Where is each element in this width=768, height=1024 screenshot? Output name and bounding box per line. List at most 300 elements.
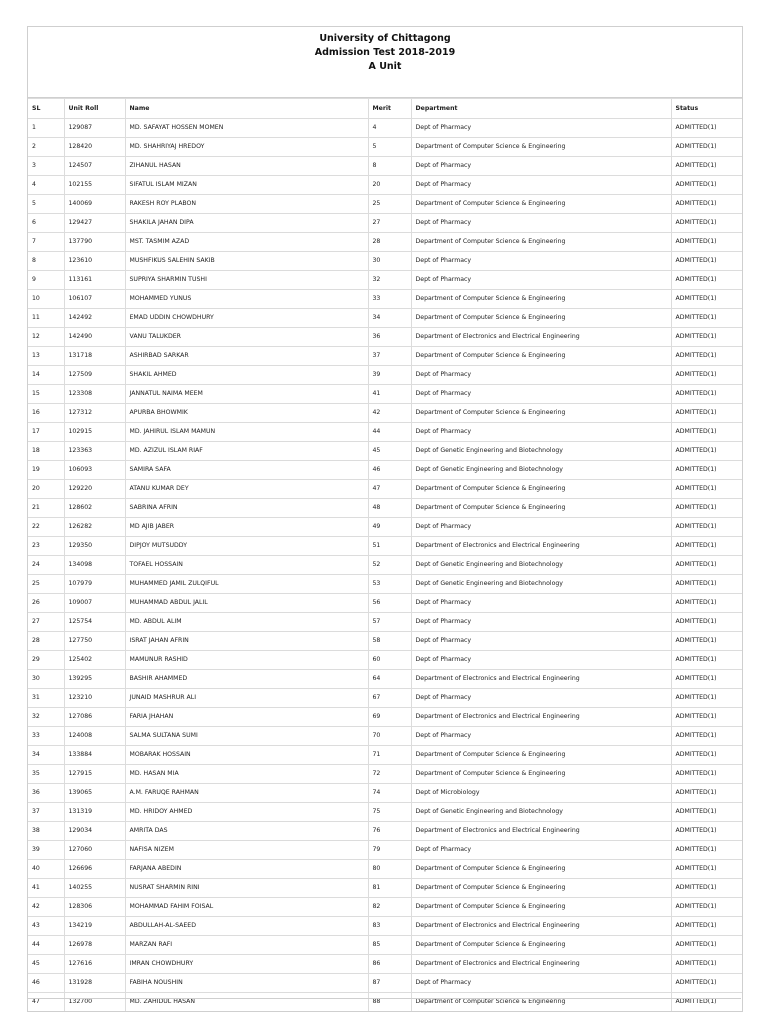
table-row: [28, 955, 742, 974]
cell-unit-roll: 131718: [64, 347, 125, 366]
cell-status: ADMITTED(1): [671, 138, 742, 157]
cell-unit-roll: 123363: [64, 442, 125, 461]
cell-department: Department of Computer Science & Engineering: [411, 765, 671, 784]
cell-name: EMAD UDDIN CHOWDHURY: [125, 309, 368, 328]
cell-status: ADMITTED(1): [671, 860, 742, 879]
cell-department: Department of Electronics and Electrical Engineering: [411, 917, 671, 936]
table-row: [28, 233, 742, 252]
table-row: [28, 195, 742, 214]
table-header-row: [28, 99, 742, 119]
table-row: [28, 252, 742, 271]
cell-merit: 52: [368, 556, 411, 575]
cell-status: ADMITTED(1): [671, 841, 742, 860]
cell-status: ADMITTED(1): [671, 879, 742, 898]
cell-name: MD. AZIZUL ISLAM RIAF: [125, 442, 368, 461]
cell-merit: 34: [368, 309, 411, 328]
table-row: [28, 898, 742, 917]
cell-unit-roll: 123210: [64, 689, 125, 708]
cell-name: ZIHANUL HASAN: [125, 157, 368, 176]
cell-department: Department of Computer Science & Engineering: [411, 993, 671, 1012]
cell-merit: 51: [368, 537, 411, 556]
cell-unit-roll: 142490: [64, 328, 125, 347]
cell-department: Dept of Pharmacy: [411, 176, 671, 195]
cell-unit-roll: 128306: [64, 898, 125, 917]
cell-name: SABRINA AFRIN: [125, 499, 368, 518]
cell-department: Department of Computer Science & Engineering: [411, 480, 671, 499]
cell-status: ADMITTED(1): [671, 499, 742, 518]
cell-sl: 11: [28, 309, 64, 328]
cell-name: ISRAT JAHAN AFRIN: [125, 632, 368, 651]
col-header-unit-roll: Unit Roll: [64, 99, 125, 119]
cell-unit-roll: 139295: [64, 670, 125, 689]
cell-status: ADMITTED(1): [671, 822, 742, 841]
cell-unit-roll: 133884: [64, 746, 125, 765]
table-row: [28, 784, 742, 803]
table-row: [28, 841, 742, 860]
cell-unit-roll: 127086: [64, 708, 125, 727]
cell-department: Dept of Microbiology: [411, 784, 671, 803]
cell-department: Dept of Genetic Engineering and Biotechnology: [411, 556, 671, 575]
cell-sl: 39: [28, 841, 64, 860]
cell-merit: 8: [368, 157, 411, 176]
cell-department: Dept of Genetic Engineering and Biotechnology: [411, 442, 671, 461]
cell-status: ADMITTED(1): [671, 480, 742, 499]
cell-unit-roll: 128602: [64, 499, 125, 518]
cell-name: FARJANA ABEDIN: [125, 860, 368, 879]
cell-merit: 53: [368, 575, 411, 594]
table-row: [28, 727, 742, 746]
cell-merit: 33: [368, 290, 411, 309]
cell-status: ADMITTED(1): [671, 423, 742, 442]
results-table: [28, 98, 742, 1011]
cell-sl: 21: [28, 499, 64, 518]
cell-status: ADMITTED(1): [671, 252, 742, 271]
cell-status: ADMITTED(1): [671, 632, 742, 651]
cell-unit-roll: 124507: [64, 157, 125, 176]
col-header-name: Name: [125, 99, 368, 119]
cell-status: ADMITTED(1): [671, 461, 742, 480]
cell-unit-roll: 107979: [64, 575, 125, 594]
cell-status: ADMITTED(1): [671, 803, 742, 822]
cell-department: Dept of Pharmacy: [411, 271, 671, 290]
cell-unit-roll: 129350: [64, 537, 125, 556]
cell-merit: 45: [368, 442, 411, 461]
cell-sl: 13: [28, 347, 64, 366]
cell-department: Dept of Pharmacy: [411, 594, 671, 613]
cell-unit-roll: 106107: [64, 290, 125, 309]
cell-department: Department of Computer Science & Engineering: [411, 195, 671, 214]
cell-department: Dept of Pharmacy: [411, 252, 671, 271]
cell-department: Dept of Pharmacy: [411, 632, 671, 651]
cell-name: MARZAN RAFI: [125, 936, 368, 955]
table-row: [28, 347, 742, 366]
cell-name: MOHAMMAD FAHIM FOISAL: [125, 898, 368, 917]
table-row: [28, 366, 742, 385]
cell-status: ADMITTED(1): [671, 689, 742, 708]
cell-department: Dept of Pharmacy: [411, 974, 671, 993]
cell-status: ADMITTED(1): [671, 271, 742, 290]
cell-status: ADMITTED(1): [671, 157, 742, 176]
table-row: [28, 518, 742, 537]
table-body: [28, 119, 742, 1012]
cell-unit-roll: 125402: [64, 651, 125, 670]
university-title: University of Chittagong: [319, 33, 451, 44]
cell-name: MST. TASMIM AZAD: [125, 233, 368, 252]
cell-department: Department of Computer Science & Engineering: [411, 290, 671, 309]
cell-status: ADMITTED(1): [671, 898, 742, 917]
cell-name: MD. ZAHIDUL HASAN: [125, 993, 368, 1012]
cell-unit-roll: 127060: [64, 841, 125, 860]
cell-name: SALMA SULTANA SUMI: [125, 727, 368, 746]
cell-sl: 17: [28, 423, 64, 442]
cell-sl: 24: [28, 556, 64, 575]
admission-result-sheet: [27, 26, 743, 1012]
cell-status: ADMITTED(1): [671, 727, 742, 746]
cell-sl: 1: [28, 119, 64, 138]
cell-merit: 58: [368, 632, 411, 651]
cell-merit: 4: [368, 119, 411, 138]
cell-sl: 16: [28, 404, 64, 423]
col-header-status: Status: [671, 99, 742, 119]
table-row: [28, 138, 742, 157]
cell-sl: 3: [28, 157, 64, 176]
cell-sl: 5: [28, 195, 64, 214]
cell-unit-roll: 109007: [64, 594, 125, 613]
table-row: [28, 860, 742, 879]
cell-name: SIFATUL ISLAM MIZAN: [125, 176, 368, 195]
table-row: [28, 670, 742, 689]
cell-sl: 27: [28, 613, 64, 632]
cell-department: Department of Computer Science & Engineering: [411, 404, 671, 423]
cell-status: ADMITTED(1): [671, 670, 742, 689]
cell-sl: 29: [28, 651, 64, 670]
cell-status: ADMITTED(1): [671, 613, 742, 632]
cell-unit-roll: 127750: [64, 632, 125, 651]
cell-status: ADMITTED(1): [671, 347, 742, 366]
cell-unit-roll: 134098: [64, 556, 125, 575]
cell-merit: 82: [368, 898, 411, 917]
table-row: [28, 499, 742, 518]
cell-unit-roll: 134219: [64, 917, 125, 936]
cell-sl: 44: [28, 936, 64, 955]
cell-merit: 39: [368, 366, 411, 385]
cell-unit-roll: 129427: [64, 214, 125, 233]
cell-sl: 43: [28, 917, 64, 936]
cell-sl: 9: [28, 271, 64, 290]
cell-merit: 37: [368, 347, 411, 366]
cell-status: ADMITTED(1): [671, 708, 742, 727]
cell-merit: 70: [368, 727, 411, 746]
cell-unit-roll: 140255: [64, 879, 125, 898]
cell-department: Dept of Pharmacy: [411, 518, 671, 537]
cell-status: ADMITTED(1): [671, 176, 742, 195]
cell-name: VANU TALUKDER: [125, 328, 368, 347]
table-row: [28, 632, 742, 651]
cell-name: DIPJOY MUTSUDDY: [125, 537, 368, 556]
cell-sl: 41: [28, 879, 64, 898]
cell-name: SAMIRA SAFA: [125, 461, 368, 480]
cell-sl: 19: [28, 461, 64, 480]
cell-merit: 81: [368, 879, 411, 898]
cell-merit: 30: [368, 252, 411, 271]
cell-status: ADMITTED(1): [671, 575, 742, 594]
cell-sl: 34: [28, 746, 64, 765]
table-row: [28, 689, 742, 708]
cell-sl: 35: [28, 765, 64, 784]
cell-department: Dept of Pharmacy: [411, 214, 671, 233]
cell-unit-roll: 126696: [64, 860, 125, 879]
cell-department: Department of Electronics and Electrical Engineering: [411, 670, 671, 689]
cell-status: ADMITTED(1): [671, 442, 742, 461]
table-row: [28, 404, 742, 423]
cell-merit: 60: [368, 651, 411, 670]
cell-unit-roll: 102155: [64, 176, 125, 195]
cell-department: Department of Computer Science & Engineering: [411, 746, 671, 765]
cell-status: ADMITTED(1): [671, 119, 742, 138]
cell-name: IMRAN CHOWDHURY: [125, 955, 368, 974]
cell-sl: 28: [28, 632, 64, 651]
cell-unit-roll: 126978: [64, 936, 125, 955]
cell-department: Dept of Pharmacy: [411, 385, 671, 404]
col-header-department: Department: [411, 99, 671, 119]
cell-department: Dept of Pharmacy: [411, 366, 671, 385]
cell-unit-roll: 125754: [64, 613, 125, 632]
table-row: [28, 708, 742, 727]
cell-unit-roll: 106093: [64, 461, 125, 480]
cell-unit-roll: 129220: [64, 480, 125, 499]
cell-merit: 57: [368, 613, 411, 632]
cell-merit: 28: [368, 233, 411, 252]
cell-merit: 85: [368, 936, 411, 955]
table-row: [28, 917, 742, 936]
cell-sl: 2: [28, 138, 64, 157]
cell-department: Department of Computer Science & Engineering: [411, 499, 671, 518]
cell-sl: 14: [28, 366, 64, 385]
cell-unit-roll: 142492: [64, 309, 125, 328]
cell-status: ADMITTED(1): [671, 556, 742, 575]
table-row: [28, 651, 742, 670]
cell-name: ATANU KUMAR DEY: [125, 480, 368, 499]
cell-department: Dept of Genetic Engineering and Biotechnology: [411, 461, 671, 480]
cell-sl: 42: [28, 898, 64, 917]
cell-name: JANNATUL NAIMA MEEM: [125, 385, 368, 404]
cell-sl: 46: [28, 974, 64, 993]
exam-title: Admission Test 2018-2019: [314, 47, 456, 58]
cell-department: Department of Computer Science & Engineering: [411, 860, 671, 879]
cell-unit-roll: 139065: [64, 784, 125, 803]
cell-unit-roll: 127509: [64, 366, 125, 385]
cell-unit-roll: 127616: [64, 955, 125, 974]
cell-name: RAKESH ROY PLABON: [125, 195, 368, 214]
cell-status: ADMITTED(1): [671, 385, 742, 404]
cell-name: SHAKIL AHMED: [125, 366, 368, 385]
table-row: [28, 290, 742, 309]
cell-status: ADMITTED(1): [671, 936, 742, 955]
cell-sl: 25: [28, 575, 64, 594]
cell-unit-roll: 140069: [64, 195, 125, 214]
cell-merit: 64: [368, 670, 411, 689]
cell-department: Department of Computer Science & Engineering: [411, 309, 671, 328]
table-row: [28, 993, 742, 1012]
table-row: [28, 537, 742, 556]
cell-name: MD. HASAN MIA: [125, 765, 368, 784]
cell-status: ADMITTED(1): [671, 309, 742, 328]
cell-name: SUPRIYA SHARMIN TUSHI: [125, 271, 368, 290]
cell-merit: 88: [368, 993, 411, 1012]
cell-department: Dept of Pharmacy: [411, 727, 671, 746]
cell-status: ADMITTED(1): [671, 537, 742, 556]
cell-status: ADMITTED(1): [671, 404, 742, 423]
cell-name: MUSHFIKUS SALEHIN SAKIB: [125, 252, 368, 271]
cell-department: Department of Electronics and Electrical Engineering: [411, 537, 671, 556]
table-row: [28, 423, 742, 442]
cell-status: ADMITTED(1): [671, 290, 742, 309]
cell-name: MAMUNUR RASHID: [125, 651, 368, 670]
cell-department: Dept of Genetic Engineering and Biotechnology: [411, 575, 671, 594]
cell-department: Department of Computer Science & Engineering: [411, 898, 671, 917]
cell-unit-roll: 129034: [64, 822, 125, 841]
table-row: [28, 385, 742, 404]
cell-sl: 30: [28, 670, 64, 689]
cell-merit: 74: [368, 784, 411, 803]
cell-merit: 71: [368, 746, 411, 765]
cell-sl: 7: [28, 233, 64, 252]
cell-merit: 41: [368, 385, 411, 404]
table-row: [28, 974, 742, 993]
table-row: [28, 461, 742, 480]
table-row: [28, 936, 742, 955]
cell-merit: 47: [368, 480, 411, 499]
col-header-merit: Merit: [368, 99, 411, 119]
cell-sl: 36: [28, 784, 64, 803]
cell-department: Dept of Pharmacy: [411, 423, 671, 442]
cell-department: Dept of Pharmacy: [411, 651, 671, 670]
cell-name: ASHIRBAD SARKAR: [125, 347, 368, 366]
cell-merit: 56: [368, 594, 411, 613]
cell-name: AMRITA DAS: [125, 822, 368, 841]
cell-merit: 76: [368, 822, 411, 841]
cell-department: Department of Electronics and Electrical Engineering: [411, 708, 671, 727]
cell-name: MD. HRIDOY AHMED: [125, 803, 368, 822]
cell-merit: 83: [368, 917, 411, 936]
table-row: [28, 442, 742, 461]
cell-status: ADMITTED(1): [671, 518, 742, 537]
page-bottom-rule: [27, 998, 741, 999]
cell-sl: 18: [28, 442, 64, 461]
cell-merit: 80: [368, 860, 411, 879]
table-row: [28, 214, 742, 233]
cell-department: Department of Computer Science & Engineering: [411, 936, 671, 955]
cell-unit-roll: 102915: [64, 423, 125, 442]
cell-sl: 32: [28, 708, 64, 727]
cell-sl: 20: [28, 480, 64, 499]
cell-merit: 75: [368, 803, 411, 822]
cell-department: Dept of Pharmacy: [411, 841, 671, 860]
cell-status: ADMITTED(1): [671, 594, 742, 613]
cell-sl: 47: [28, 993, 64, 1012]
cell-department: Dept of Pharmacy: [411, 119, 671, 138]
cell-name: ABDULLAH-AL-SAEED: [125, 917, 368, 936]
cell-merit: 42: [368, 404, 411, 423]
cell-sl: 8: [28, 252, 64, 271]
cell-department: Dept of Pharmacy: [411, 157, 671, 176]
cell-name: TOFAEL HOSSAIN: [125, 556, 368, 575]
cell-sl: 37: [28, 803, 64, 822]
cell-department: Department of Computer Science & Engineering: [411, 879, 671, 898]
table-row: [28, 803, 742, 822]
cell-merit: 20: [368, 176, 411, 195]
cell-sl: 45: [28, 955, 64, 974]
table-row: [28, 157, 742, 176]
cell-unit-roll: 131319: [64, 803, 125, 822]
cell-department: Department of Computer Science & Engineering: [411, 138, 671, 157]
cell-unit-roll: 128420: [64, 138, 125, 157]
cell-merit: 25: [368, 195, 411, 214]
cell-unit-roll: 127312: [64, 404, 125, 423]
cell-name: A.M. FARUQE RAHMAN: [125, 784, 368, 803]
table-row: [28, 271, 742, 290]
table-row: [28, 309, 742, 328]
cell-merit: 79: [368, 841, 411, 860]
cell-name: NUSRAT SHARMIN RINI: [125, 879, 368, 898]
cell-department: Department of Electronics and Electrical Engineering: [411, 822, 671, 841]
cell-unit-roll: 137790: [64, 233, 125, 252]
cell-name: MD. SHAHRIYAJ HREDOY: [125, 138, 368, 157]
cell-merit: 27: [368, 214, 411, 233]
cell-sl: 10: [28, 290, 64, 309]
cell-status: ADMITTED(1): [671, 955, 742, 974]
cell-status: ADMITTED(1): [671, 214, 742, 233]
cell-merit: 87: [368, 974, 411, 993]
cell-name: MUHAMMED JAMIL ZULQIFUL: [125, 575, 368, 594]
cell-sl: 4: [28, 176, 64, 195]
cell-merit: 86: [368, 955, 411, 974]
cell-merit: 48: [368, 499, 411, 518]
table-row: [28, 119, 742, 138]
cell-sl: 33: [28, 727, 64, 746]
cell-name: MOHAMMED YUNUS: [125, 290, 368, 309]
cell-name: MUHAMMAD ABDUL JALIL: [125, 594, 368, 613]
cell-status: ADMITTED(1): [671, 366, 742, 385]
cell-merit: 69: [368, 708, 411, 727]
cell-unit-roll: 129087: [64, 119, 125, 138]
cell-name: BASHIR AHAMMED: [125, 670, 368, 689]
cell-department: Department of Electronics and Electrical Engineering: [411, 328, 671, 347]
unit-title: A Unit: [368, 61, 402, 72]
cell-name: MD AJIB JABER: [125, 518, 368, 537]
cell-name: NAFISA NIZEM: [125, 841, 368, 860]
cell-merit: 5: [368, 138, 411, 157]
cell-department: Department of Computer Science & Engineering: [411, 347, 671, 366]
table-row: [28, 822, 742, 841]
table-row: [28, 176, 742, 195]
cell-unit-roll: 132700: [64, 993, 125, 1012]
cell-merit: 67: [368, 689, 411, 708]
cell-sl: 23: [28, 537, 64, 556]
cell-merit: 44: [368, 423, 411, 442]
cell-status: ADMITTED(1): [671, 974, 742, 993]
cell-merit: 32: [368, 271, 411, 290]
cell-department: Dept of Pharmacy: [411, 689, 671, 708]
cell-name: SHAKILA JAHAN DIPA: [125, 214, 368, 233]
cell-name: FABIHA NOUSHIN: [125, 974, 368, 993]
table-row: [28, 746, 742, 765]
table-row: [28, 328, 742, 347]
table-row: [28, 480, 742, 499]
cell-merit: 72: [368, 765, 411, 784]
cell-department: Department of Electronics and Electrical Engineering: [411, 955, 671, 974]
cell-name: JUNAID MASHRUR ALI: [125, 689, 368, 708]
